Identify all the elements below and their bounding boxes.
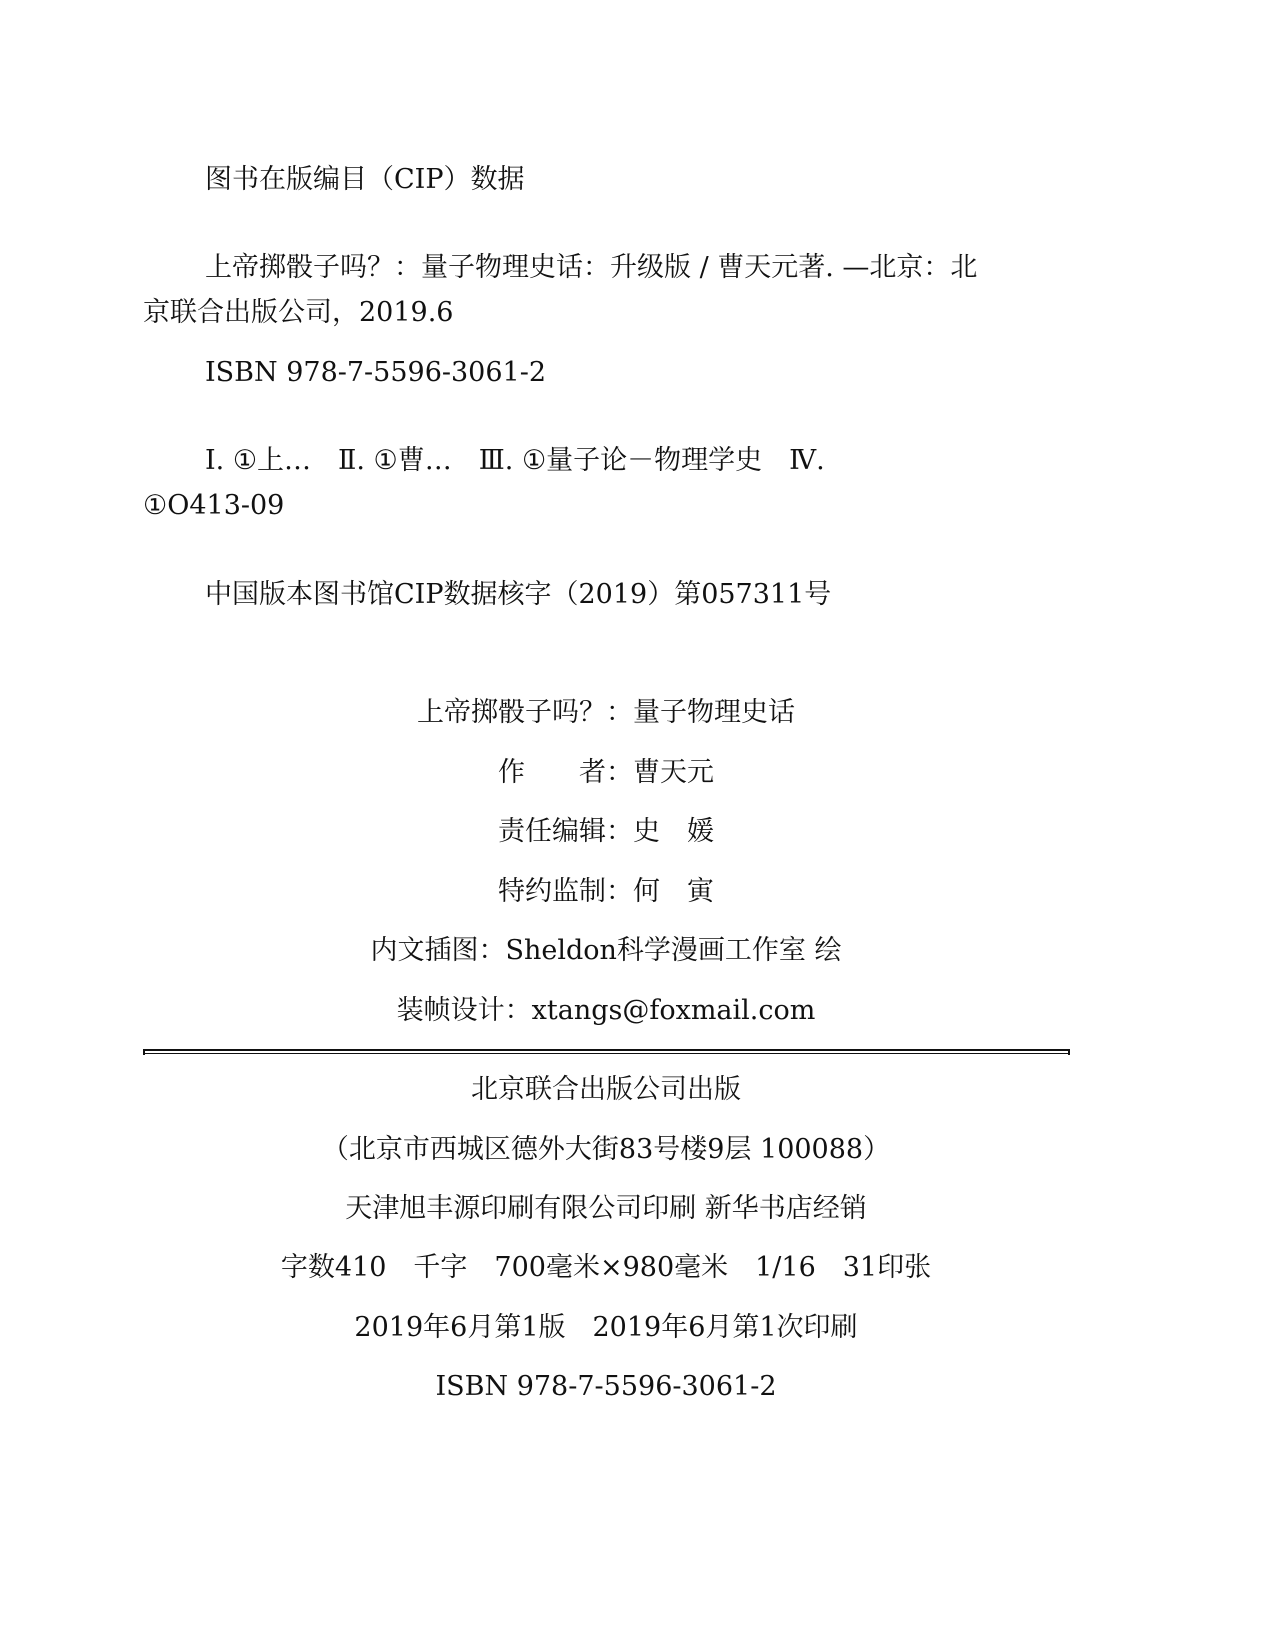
isbn: ISBN 978-7-5596-3061-2	[435, 1371, 777, 1402]
publisher-address: （北京市西城区德外大街83号楼9层 100088）	[321, 1134, 891, 1165]
cip-isbn: ISBN 978-7-5596-3061-2	[205, 357, 547, 388]
cip-record-line2: 京联合出版公司，2019.6	[143, 297, 454, 328]
credit-design: 装帧设计：xtangs@foxmail.com	[396, 995, 816, 1026]
cip-approval: 中国版本图书馆CIP数据核字（2019）第057311号	[205, 579, 832, 610]
classification-line1: Ⅰ. ①上… Ⅱ. ①曹… Ⅲ. ①量子论－物理学史 Ⅳ.	[205, 445, 825, 476]
credit-supervisor: 特约监制：何 寅	[498, 876, 714, 907]
printer: 天津旭丰源印刷有限公司印刷 新华书店经销	[345, 1193, 867, 1224]
classification-line2: ①O413-09	[143, 490, 285, 521]
cip-record-line1: 上帝掷骰子吗？：量子物理史话：升级版 / 曹天元著. —北京：北	[205, 252, 978, 283]
credit-editor: 责任编辑：史 媛	[498, 816, 714, 847]
credit-illustration: 内文插图：Sheldon科学漫画工作室 绘	[370, 935, 842, 966]
book-title: 上帝掷骰子吗？：量子物理史话	[417, 697, 795, 728]
publisher: 北京联合出版公司出版	[471, 1074, 741, 1105]
edition: 2019年6月第1版 2019年6月第1次印刷	[354, 1312, 858, 1343]
double-rule-divider	[143, 1049, 1070, 1054]
specs: 字数410 千字 700毫米×980毫米 1/16 31印张	[280, 1252, 932, 1283]
credit-author: 作 者：曹天元	[498, 757, 714, 788]
cip-heading: 图书在版编目（CIP）数据	[205, 164, 525, 195]
